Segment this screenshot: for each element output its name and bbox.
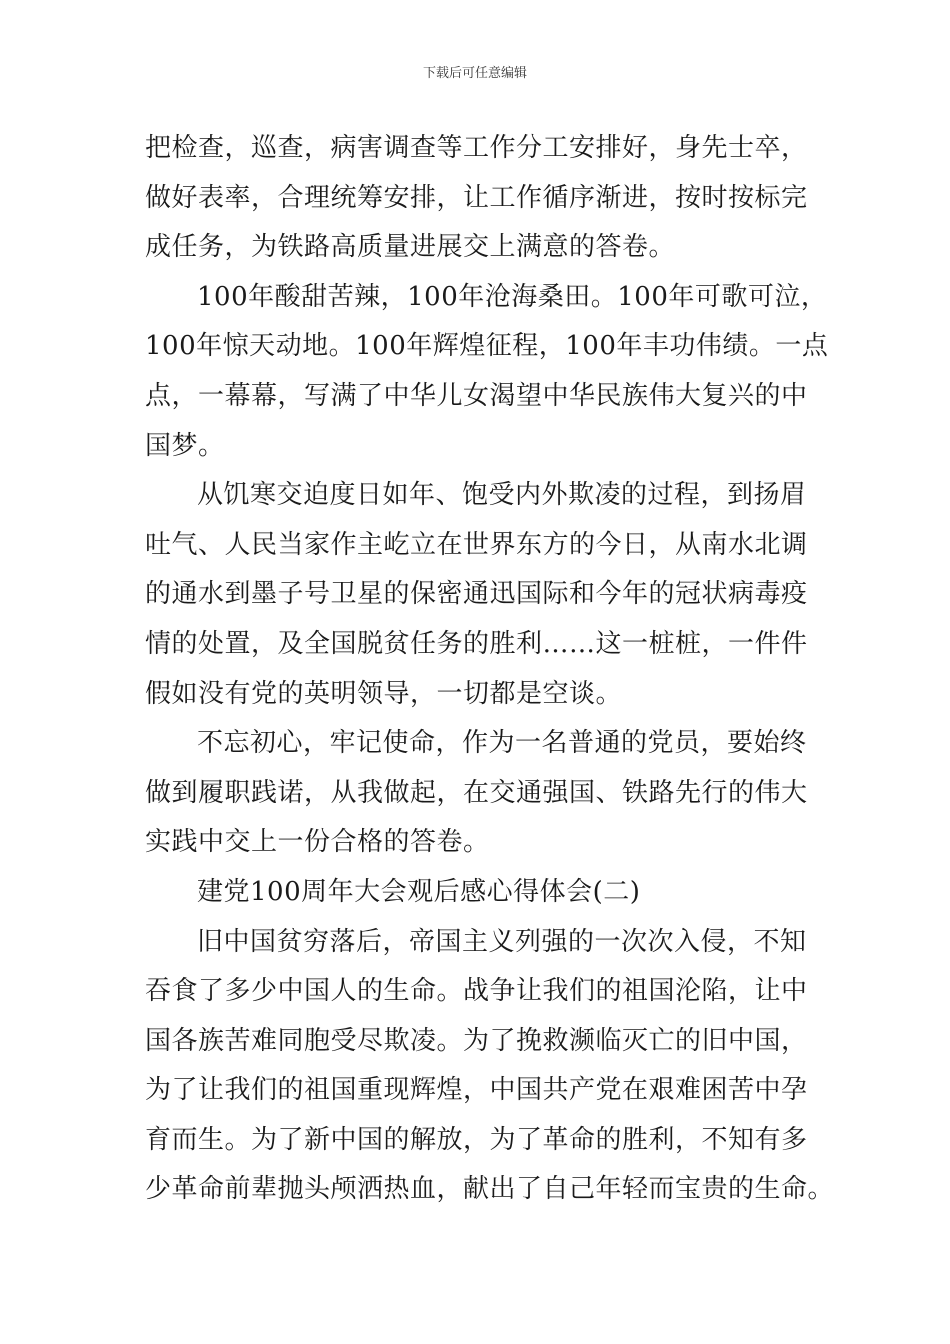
text-line: 吐气、人民当家作主屹立在世界东方的今日，从南水北调 [145, 529, 808, 560]
text-line: 不忘初心，牢记使命，作为一名普通的党员，要始终 [197, 728, 807, 759]
text-line: 100年酸甜苦辣，100年沧海桑田。100年可歌可泣， [197, 281, 828, 312]
text-line: 做到履职践诺，从我做起，在交通强国、铁路先行的伟大 [145, 777, 808, 808]
text-line: 从饥寒交迫度日如年、饱受内外欺凌的过程，到扬眉 [197, 480, 807, 511]
text-line: 育而生。为了新中国的解放，为了革命的胜利，不知有多 [145, 1124, 808, 1155]
text-line: 成任务，为铁路高质量进展交上满意的答卷。 [145, 232, 676, 263]
text-line: 情的处置，及全国脱贫任务的胜利……这一桩桩，一件件 [145, 628, 808, 659]
text-line: 为了让我们的祖国重现辉煌，中国共产党在艰难困苦中孕 [145, 1075, 808, 1106]
text-line: 的通水到墨子号卫星的保密通迅国际和今年的冠状病毒疫 [145, 579, 808, 610]
text-line: 少革命前辈抛头颅洒热血，献出了自己年轻而宝贵的生命。 [145, 1174, 835, 1205]
text-line: 点，一幕幕，写满了中华儿女渴望中华民族伟大复兴的中 [145, 380, 808, 411]
text-line: 国各族苦难同胞受尽欺凌。为了挽救濒临灭亡的旧中国， [145, 1025, 808, 1056]
text-line: 旧中国贫穷落后，帝国主义列强的一次次入侵，不知 [197, 926, 807, 957]
text-line: 吞食了多少中国人的生命。战争让我们的祖国沦陷，让中 [145, 976, 808, 1007]
text-line: 假如没有党的英明领导，一切都是空谈。 [145, 678, 623, 709]
text-line: 实践中交上一份合格的答卷。 [145, 827, 490, 858]
text-line: 做好表率，合理统筹安排，让工作循序渐进，按时按标完 [145, 182, 808, 213]
document-body [145, 124, 835, 1215]
text-line: 把检查，巡查，病害调查等工作分工安排好，身先士卒， [145, 133, 808, 163]
text-line: 100年惊天动地。100年辉煌征程，100年丰功伟绩。一点 [145, 331, 829, 362]
text-line: 建党100周年大会观后感心得体会(二) [197, 876, 641, 907]
text-line: 国梦。 [145, 430, 225, 461]
page-header: 下载后可任意编辑 [422, 66, 527, 81]
